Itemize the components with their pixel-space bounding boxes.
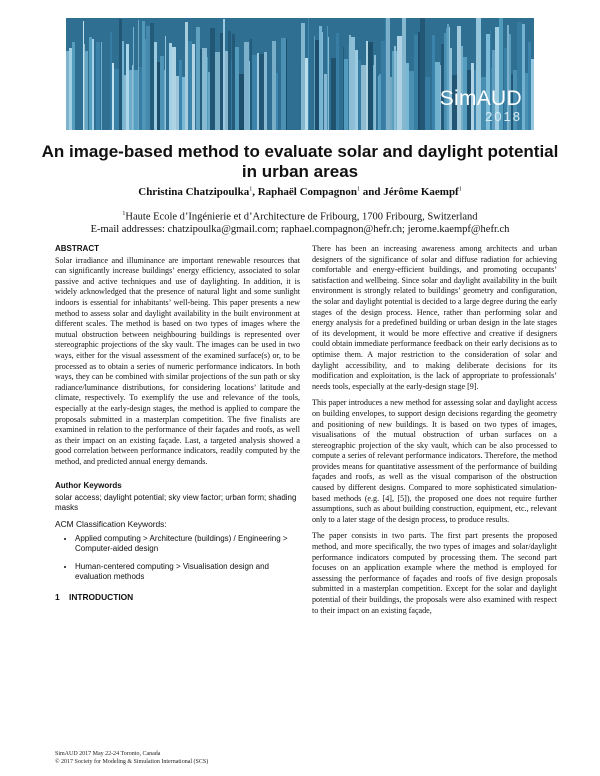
banner-stripe	[88, 77, 89, 130]
paper-title: An image-based method to evaluate solar and daylight potential in urban areas	[41, 142, 559, 181]
acm-item: • Human-centered computing > Visualisation design and evaluation methods	[75, 562, 300, 582]
banner-stripe	[179, 60, 182, 130]
banner-stripe	[301, 23, 305, 130]
banner-stripe	[66, 51, 69, 130]
banner-stripe	[83, 21, 84, 130]
banner-stripe	[331, 58, 336, 130]
banner-stripe	[272, 41, 276, 130]
banner-stripe	[100, 31, 101, 130]
abstract-heading: ABSTRACT	[55, 244, 99, 253]
banner-stripe	[392, 51, 394, 130]
banner-stripe	[336, 33, 339, 130]
banner-stripe	[323, 33, 324, 130]
banner-stripe	[432, 35, 435, 130]
footer-conference: SimAUD 2017 May 22-24 Toronto, Canada	[55, 751, 161, 757]
footer-copyright: © 2017 Society for Modeling & Simulation International (SCS)	[55, 759, 209, 765]
body-paragraph: There has been an increasing awareness among architects and urban designers of the significance of solar and diffuse radiation for achieving comfortable and energy-efficient buildings, and promoting occupants’ satisfaction and wellbeing. Since solar and daylight availability in the built environment is strongly related to buildings’ geometry and configuration, the solar and daylight potential is decided to a large degree during the early stages of the design process. Hence, rather than performing solar and energy analysis for a predefined building or urban design in the late stages of its development, it would be more effective and creative if designers could obtain immediate performance feedback on their early decisions as to optimise them. A major restriction to the consideration of solar and daylight accessibility, and to making deliberate decisions for its modification and exploitation, is the lack of appropriate to professionals’ needs tools, especially at the early-design stage [9].	[312, 244, 557, 391]
author-sup: 1	[357, 186, 361, 193]
banner-stripe	[402, 18, 406, 130]
banner-stripe	[145, 39, 146, 130]
brand-year: 2018	[485, 109, 522, 124]
banner-stripe	[257, 53, 259, 130]
banner-stripe	[418, 32, 420, 130]
banner-stripe	[343, 47, 344, 130]
right-column	[312, 244, 557, 622]
banner-stripe	[366, 41, 368, 130]
banner-stripe	[396, 51, 397, 130]
banner-stripe	[355, 50, 358, 130]
banner-stripe	[157, 62, 160, 130]
banner-stripe	[348, 45, 349, 130]
acm-heading: ACM Classification Keywords:	[55, 519, 167, 530]
banner-stripe	[358, 60, 361, 130]
banner-stripe	[385, 18, 386, 130]
banner-stripe	[139, 67, 142, 130]
banner-stripe	[89, 37, 92, 130]
acm-item: • Applied computing > Architecture (buildings) / Engineering > Computer-aided design	[75, 534, 300, 554]
banner-stripe	[394, 46, 396, 130]
banner-stripe	[188, 41, 192, 130]
acm-list	[55, 534, 300, 582]
banner-stripe	[250, 39, 252, 130]
banner-stripe	[196, 27, 200, 130]
banner-stripe	[225, 51, 228, 130]
brand-logo	[440, 88, 522, 123]
banner-stripe	[202, 48, 207, 130]
banner-stripe	[94, 71, 96, 130]
banner-stripe	[124, 75, 126, 130]
banner-stripe	[420, 18, 425, 130]
banner-stripe	[339, 43, 343, 130]
banner-stripe	[406, 63, 409, 130]
author-sup: 1	[249, 186, 253, 193]
banner-stripe	[308, 18, 309, 130]
section-title: INTRODUCTION	[69, 591, 134, 602]
banner-stripe	[195, 40, 196, 130]
banner-stripe	[231, 61, 232, 130]
banner-stripe	[244, 42, 249, 130]
banner-stripe	[75, 22, 79, 130]
banner-stripe	[166, 40, 169, 130]
section-heading	[55, 592, 300, 603]
affiliation: $^1$Haute Ecole d’Ingénierie et d’Architecture de Fribourg, 1700 Fribourg, Switzerland E-mail addresses: chatzipoulka@gmail.com; raphael.compagnon@hefr.ch; jerome.kaempf@hefr.ch	[40, 208, 560, 236]
banner-stripe	[182, 77, 185, 130]
banner-stripe	[381, 41, 385, 130]
banner-stripe	[232, 34, 235, 130]
banner-stripe	[208, 72, 210, 130]
banner-stripe	[84, 44, 85, 130]
banner-stripe	[344, 59, 348, 130]
banner-stripe	[150, 23, 154, 130]
banner-stripe	[315, 40, 319, 130]
banner-stripe	[378, 76, 379, 130]
banner-stripe	[112, 63, 114, 130]
author-sup: 1	[458, 186, 462, 193]
banner-stripe	[102, 37, 107, 130]
banner-stripe	[324, 74, 327, 130]
banner-stripe	[368, 42, 373, 130]
affiliation-institution: Haute Ecole d’Ingénierie et d’Architecture de Fribourg, 1700 Fribourg, Switzerland	[125, 211, 478, 223]
banner-stripe	[409, 71, 414, 130]
banner-stripe	[146, 26, 150, 130]
banner-stripe	[379, 74, 381, 130]
banner-stripe	[172, 47, 176, 130]
banner-stripe	[281, 38, 286, 130]
author-name: Jérôme Kaempf	[383, 186, 459, 198]
banner-stripe	[430, 60, 432, 130]
banner-stripe	[386, 18, 390, 130]
banner-stripe	[215, 52, 220, 130]
banner-stripe	[132, 65, 133, 130]
banner-stripe	[79, 27, 83, 130]
section-number: 1	[55, 591, 60, 602]
banner-stripe	[249, 61, 250, 130]
banner-stripe	[374, 55, 376, 130]
body-paragraph: This paper introduces a new method for assessing solar and daylight access on building envelopes, to support design decisions regarding the geometry and positioning of new buildings. It is based on two types of images, visualisations of the mutual obstruction of urban surfaces on a stereographic projection of the sky vault, which can be also processed to compute a series of relevant performance indicators. Therefore, the method provides means for quantitative assessment of the performance of building façades and roofs, as well as the visual comparison of the obstruction caused by different designs. Compared to more sophisticated simulation-based methods (e.g. [4], [5]), the proposed one does not require further assumptions, such as about building construction, equipment, etc., relevant only to a later stage of the design process, to produce results.	[312, 398, 557, 524]
banner-stripe	[319, 26, 322, 130]
banner-stripe	[185, 22, 188, 130]
banner-stripe	[192, 44, 195, 130]
affiliation-emails: E-mail addresses: chatzipoulka@gmail.com; raphael.compagnon@hefr.ch; jerome.kaempf@hefr.ch	[90, 223, 510, 235]
banner-stripe	[531, 59, 534, 130]
banner-stripe	[176, 76, 179, 130]
banner-stripe	[126, 44, 129, 130]
banner-stripe	[119, 19, 122, 130]
banner-stripe	[228, 31, 231, 130]
keywords-heading: Author Keywords	[55, 481, 122, 491]
banner-stripe	[122, 41, 124, 130]
brand-name: SimAUD	[439, 87, 522, 110]
banner-stripe	[72, 42, 75, 130]
banner-stripe	[297, 57, 300, 130]
banner-stripe	[300, 47, 301, 130]
banner-stripe	[373, 65, 374, 130]
banner-stripe	[165, 36, 166, 130]
keywords-text: solar access; daylight potential; sky view factor; urban form; shading masks	[55, 493, 297, 513]
banner-stripe	[264, 52, 267, 130]
banner-stripe	[267, 62, 272, 130]
banner-stripe	[276, 73, 278, 130]
banner-stripe	[164, 70, 165, 130]
banner-stripe	[220, 33, 223, 130]
banner-stripe	[328, 37, 329, 130]
banner-stripe	[134, 70, 138, 130]
banner-stripe	[414, 35, 418, 130]
left-column	[55, 244, 300, 602]
banner-stripe	[351, 37, 355, 130]
author-list: Christina Chatzipoulka$^1$, Raphaël Compagnon$^1$ and Jérôme Kaempf$^1$	[138, 186, 462, 198]
banner-stripe	[349, 35, 351, 130]
banner-stripe	[361, 65, 366, 130]
banner-stripe	[138, 20, 139, 130]
banner-stripe	[397, 36, 402, 130]
banner-stripe	[85, 51, 88, 130]
banner-stripe	[287, 54, 292, 130]
abstract-text: Solar irradiance and illuminance are important renewable resources that can significantly increase buildings’ energy efficiency, associated to solar passive and active techniques and use of daylighting. In addition, it is widely acknowledged that the presence of natural light and some sunlight indoors is essential for inhabitants’ well-being. This paper presents a new method to assess solar and daylight availability in the built environment at different scales. The method is based on two types of images where the mutual obstruction between neighbouring buildings is represented over stereographic projections of the sky vault. The images can be used in two ways, either for the visual assessment of the examined surface(s) or, to be processed as to obtain a series of numeric performance indicators. In both ways, they can be combined with similar projections of the sun path or sky radiance/luminance distributions, for considering locations’ latitude and climate, respectively. To exemplify the use and relevance of the tools, especially at the early-design stages, the method is applied to compare the proposals submitted in a masterplan competition. The five finalists are examined in relation to the performance of their façades and roofs, as well as their impact on an existing façade. Last, a targeted analysis showed a good correlation between performance indicators, readily computed by the method, and predicted annual energy demands.	[55, 255, 300, 466]
copyright-footer	[55, 750, 208, 766]
banner-stripe	[101, 42, 102, 130]
banner-stripe	[252, 55, 257, 130]
author-name: Christina Chatzipoulka	[138, 186, 250, 198]
banner-stripe	[69, 48, 72, 130]
author-name: Raphaël Compagnon	[257, 186, 358, 198]
banner-stripe	[522, 24, 525, 130]
banner-stripe	[223, 19, 225, 130]
banner-stripe	[528, 42, 531, 130]
banner-stripe	[235, 47, 239, 130]
body-paragraph: The paper consists in two parts. The first part presents the proposed method, and more specifically, the two types of images and solar/daylight performance indicators computed by processing them. The second part focuses on an application example where the method is employed for assessing the performance of façades and roofs of five design proposals submitted in a masterplan competition. Except for the solar and daylight potential of their buildings, the proposals were also examined with respect to their impact on an existing façade,	[312, 531, 557, 615]
banner-stripe	[295, 49, 297, 130]
banner-stripe	[286, 39, 287, 130]
banner-stripe	[129, 70, 132, 130]
banner-stripe	[314, 36, 315, 130]
banner-stripe	[160, 56, 164, 130]
banner-stripe	[114, 69, 119, 130]
banner-stripe	[305, 58, 308, 130]
banner-stripe	[210, 28, 215, 130]
banner-stripe	[207, 57, 208, 130]
banner-stripe	[525, 73, 528, 130]
banner-stripe	[169, 43, 172, 130]
banner-stripe	[107, 68, 110, 130]
banner-stripe	[142, 21, 145, 130]
banner-stripe	[259, 54, 264, 130]
banner-stripe	[133, 27, 134, 130]
banner-stripe	[110, 32, 112, 130]
banner-stripe	[309, 63, 314, 130]
banner-stripe	[329, 67, 331, 130]
banner-stripe	[376, 23, 378, 130]
banner-stripe	[390, 77, 392, 130]
banner-stripe	[322, 32, 323, 130]
banner-stripe	[200, 49, 202, 130]
banner-stripe	[278, 69, 281, 130]
banner-stripe	[292, 27, 295, 130]
banner-stripe	[96, 42, 100, 130]
banner-stripe	[154, 42, 157, 130]
banner-stripe	[92, 39, 94, 130]
banner-stripe	[239, 74, 244, 130]
header-banner	[66, 18, 534, 130]
banner-stripe	[425, 77, 430, 130]
banner-stripe	[327, 26, 328, 130]
